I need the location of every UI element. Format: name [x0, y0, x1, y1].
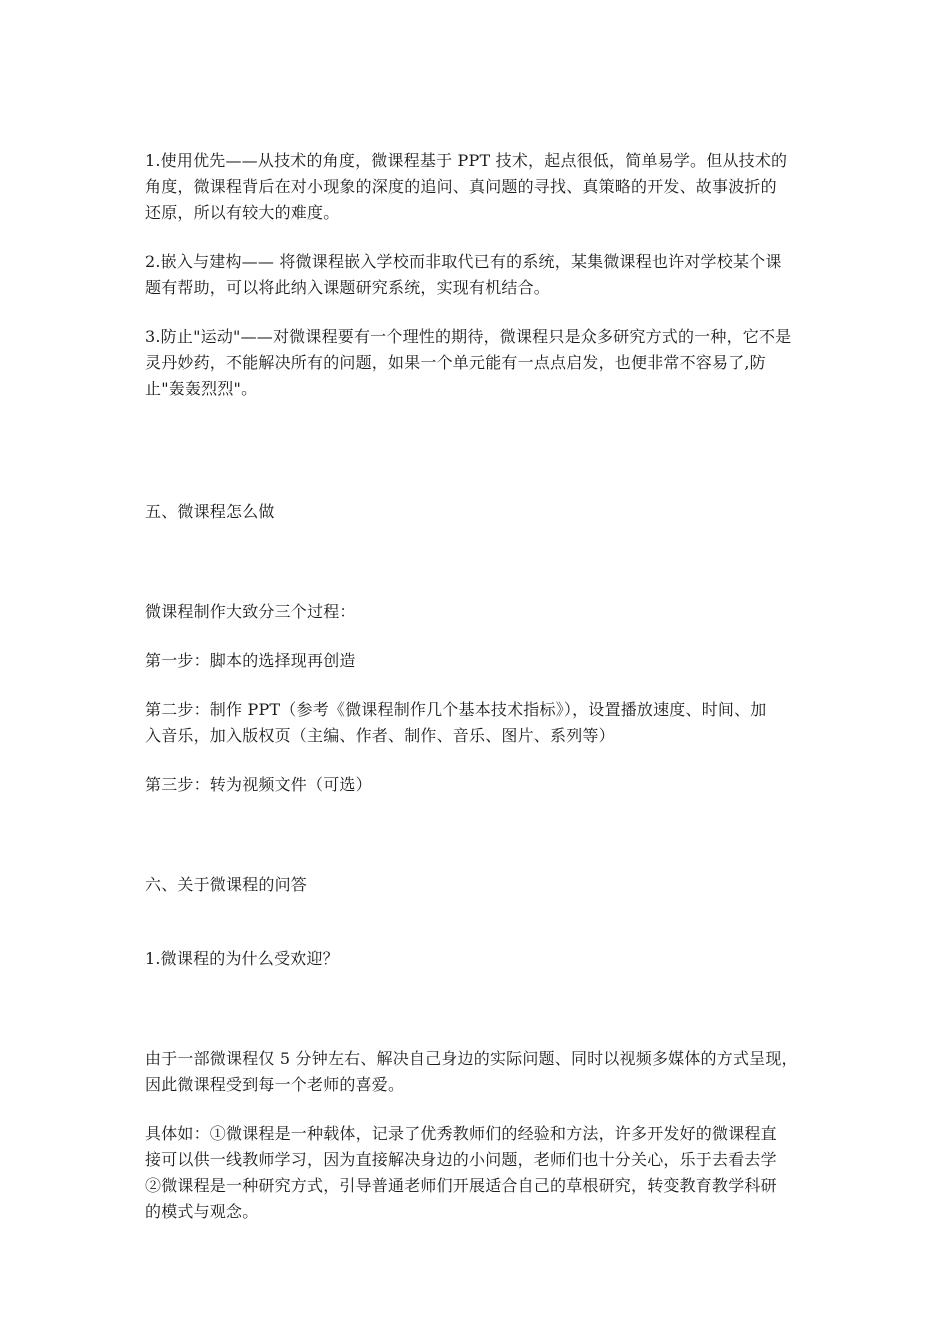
paragraph-line: 接可以供一线教师学习，因为直接解决身边的小问题，老师们也十分关心，乐于去看去学: [145, 1150, 777, 1169]
paragraph-line: 题有帮助，可以将此纳入课题研究系统，实现有机结合。: [145, 278, 551, 297]
paragraph-line: 入音乐，加入版权页（主编、作者、制作、音乐、图片、系列等）: [145, 726, 615, 745]
paragraph-line: 2.嵌入与建构—— 将微课程嵌入学校而非取代已有的系统，某集微课程也许对学校某个课: [145, 252, 782, 271]
question-why-popular: 1.微课程的为什么受欢迎？: [145, 949, 339, 968]
paragraph-usage-priority: [145, 148, 815, 226]
section-heading-qa: 六、关于微课程的问答: [145, 875, 308, 894]
paragraph-line: 灵丹妙药，不能解决所有的问题，如果一个单元能有一点点启发，也便非常不容易了,防: [145, 353, 766, 372]
paragraph-three-processes: 微课程制作大致分三个过程：: [145, 602, 356, 621]
paragraph-line: 第二步：制作 PPT（参考《微课程制作几个基本技术指标》），设置播放速度、时间、加: [145, 700, 767, 719]
paragraph-step-three: 第三步：转为视频文件（可选）: [145, 775, 372, 794]
paragraph-prevent-movement: [145, 324, 815, 402]
paragraph-line: 3.防止"运动"——对微课程要有一个理性的期待，微课程只是众多研究方式的一种，它不是: [145, 327, 792, 346]
section-heading-how-to-make: 五、微课程怎么做: [145, 502, 275, 521]
paragraph-line: ②微课程是一种研究方式，引导普通老师们开展适合自己的草根研究，转变教育教学科研: [145, 1176, 777, 1195]
paragraph-line: 还原，所以有较大的难度。: [145, 203, 340, 222]
paragraph-line: 角度，微课程背后在对小现象的深度的追问、真问题的寻找、真策略的开发、故事波折的: [145, 177, 777, 196]
paragraph-embed-construct: [145, 249, 815, 301]
paragraph-line: 因此微课程受到每一个老师的喜爱。: [145, 1075, 405, 1094]
paragraph-line: 的模式与观念。: [145, 1202, 259, 1221]
paragraph-answer-popular: [145, 1046, 815, 1098]
paragraph-step-one: 第一步：脚本的选择现再创造: [145, 651, 356, 670]
paragraph-specifics: [145, 1121, 815, 1225]
paragraph-line: 1.使用优先——从技术的角度，微课程基于 PPT 技术，起点很低，简单易学。但从技术的: [145, 151, 788, 170]
paragraph-line: 由于一部微课程仅 5 分钟左右、解决自己身边的实际问题、同时以视频多媒体的方式呈现，: [145, 1049, 798, 1068]
paragraph-step-two: [145, 697, 815, 749]
paragraph-line: 具体如：①微课程是一种载体，记录了优秀教师们的经验和方法，许多开发好的微课程直: [145, 1124, 777, 1143]
paragraph-line: 止"轰轰烈烈"。: [145, 379, 258, 398]
